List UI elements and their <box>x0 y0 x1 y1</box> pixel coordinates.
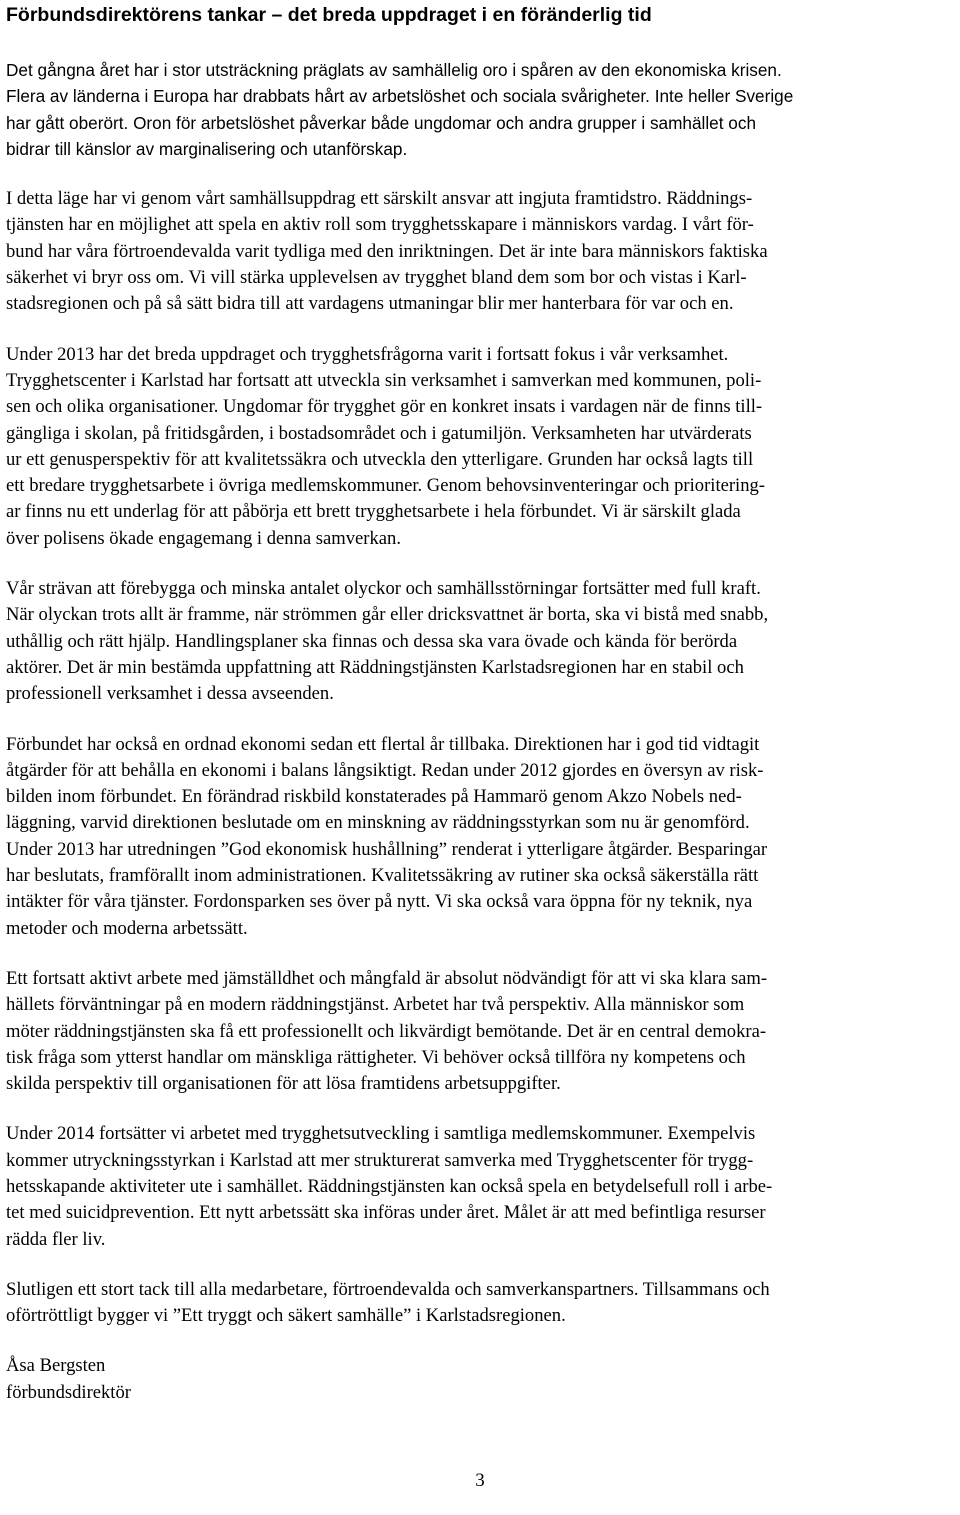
paragraph-line: Vår strävan att förebygga och minska antalet olyckor och samhällsstörningar fortsätter med full kraft. <box>6 578 761 600</box>
paragraph-line: När olyckan trots allt är framme, när strömmen går eller dricksvattnet är borta, ska vi bistå med snabb, <box>6 604 769 626</box>
page-number: 3 <box>475 1470 485 1491</box>
line-part: har gått oberört. Oron för arbetslöshet påverkar både ungdomar och andra grupper i samhället och <box>6 112 756 133</box>
paragraph-4 <box>6 576 954 707</box>
paragraph-line: Trygghetscenter i Karlstad har fortsatt att utveckla sin verksamhet i samverkan med kommunen, poli- <box>6 369 762 391</box>
paragraph-6 <box>6 966 954 1097</box>
paragraph-line: Under 2013 har det breda uppdraget och trygghetsfrågorna varit i fortsatt fokus i vår verksamhet. <box>6 343 729 365</box>
paragraph-line: läggning, varvid direktionen beslutade om en minskning av räddningsstyrkan som nu är genomförd. <box>6 812 750 834</box>
paragraph-line: I detta läge har vi genom vårt samhällsuppdrag ett särskilt ansvar att ingjuta framtidstro. Räddnings- <box>6 188 753 210</box>
paragraph-line: aktörer. Det är min bestämda uppfattning att Räddningstjänsten Karlstadsregionen har en stabil och <box>6 656 744 678</box>
paragraph-line: professionell verksamhet i dessa avseenden. <box>6 683 334 705</box>
paragraph-1 <box>6 57 954 162</box>
paragraph-line: skilda perspektiv till organisationen för att lösa framtidens arbetsuppgifter. <box>6 1073 561 1095</box>
signature <box>6 1353 954 1406</box>
paragraph-line: rädda fler liv. <box>6 1228 106 1250</box>
paragraph-line: uthållig och rätt hjälp. Handlingsplaner ska finnas och dessa ska vara övade och kända för berörda <box>6 630 738 652</box>
paragraph-line: bidrar till känslor av marginalisering och utanförskap. <box>6 138 408 159</box>
paragraph-line: ar finns nu ett underlag för att påbörja ett brett trygghetsarbete i hela förbundet. Vi är särskilt glada <box>6 501 741 523</box>
paragraph-line: metoder och moderna arbetssätt. <box>6 917 248 939</box>
paragraph-line: Under 2013 har utredningen ”God ekonomisk hushållning” renderat i ytterligare åtgärder. Besparingar <box>6 838 768 860</box>
paragraph-line: gängliga i skolan, på fritidsgården, i bostadsområdet och i gatumiljön. Verksamheten har utvärderats <box>6 422 752 444</box>
paragraph-line: bund har våra förtroendevalda varit tydliga med den inriktningen. Det är inte bara människors faktiska <box>6 240 768 262</box>
paragraph-line: Slutligen ett stort tack till alla medarbetare, förtroendevalda och samverkanspartners. Tillsammans och <box>6 1278 770 1300</box>
paragraph-line: kommer utryckningsstyrkan i Karlstad att mer strukturerat samverka med Trygghetscenter för trygg- <box>6 1149 754 1171</box>
paragraph-line: säkerhet vi bryr oss om. Vi vill stärka upplevelsen av trygghet bland dem som bor och vistas i Karl- <box>6 267 747 289</box>
paragraph-line: över polisens ökade engagemang i denna samverkan. <box>6 527 401 549</box>
paragraph-7 <box>6 1121 954 1252</box>
paragraph-2 <box>6 186 954 317</box>
paragraph-line: Ett fortsatt aktivt arbete med jämställdhet och mångfald är absolut nödvändigt för att vi ska klara sam- <box>6 967 768 989</box>
page-title: Förbundsdirektörens tankar – det breda uppdraget i en föränderlig tid <box>6 4 652 26</box>
paragraph-line: oförtröttligt bygger vi ”Ett tryggt och säkert samhälle” i Karlstadsregionen. <box>6 1305 566 1327</box>
paragraph-line: ur ett genusperspektiv för att kvalitetssäkra och utveckla den ytterligare. Grunden har också lagts till <box>6 448 754 470</box>
paragraph-line: tjänsten har en möjlighet att spela en aktiv roll som trygghetsskapare i människors vardag. I vårt för- <box>6 214 754 236</box>
paragraph-line: sen och olika organisationer. Ungdomar för trygghet gör en konkret insats i vardagen när de finns till- <box>6 396 763 418</box>
paragraph-line: stadsregionen och på så sätt bidra till att vardagens utmaningar blir mer hanterbara för var och en. <box>6 293 734 315</box>
paragraph-line: har beslutats, framförallt inom administrationen. Kvalitetssäkring av rutiner ska också säkerställa rätt <box>6 865 759 887</box>
paragraph-3 <box>6 342 954 552</box>
paragraph-line: Under 2014 fortsätter vi arbetet med trygghetsutveckling i samtliga medlemskommuner. Exempelvis <box>6 1123 756 1145</box>
paragraph-line <box>6 110 954 136</box>
paragraph-line: Flera av länderna i Europa har drabbats hårt av arbetslöshet och sociala svårigheter. Inte heller Sverige <box>6 86 794 107</box>
paragraph-line: tet med suicidprevention. Ett nytt arbetssätt ska införas under året. Målet är att med befintliga resurser <box>6 1202 766 1224</box>
paragraph-line: hetsskapande aktiviteter ute i samhället. Räddningstjänsten kan också spela en betydelsefull roll i arbe- <box>6 1175 773 1197</box>
body-text <box>6 57 954 1406</box>
paragraph-line: åtgärder för att behålla en ekonomi i balans långsiktigt. Redan under 2012 gjordes en översyn av risk- <box>6 759 764 781</box>
paragraph-line: Det gångna året har i stor utsträckning präglats av samhällelig oro i spåren av den ekonomiska krisen. <box>6 60 782 80</box>
paragraph-line: Förbundet har också en ordnad ekonomi sedan ett flertal år tillbaka. Direktionen har i god tid vidtagit <box>6 733 760 755</box>
paragraph-8 <box>6 1277 954 1330</box>
paragraph-5 <box>6 732 954 942</box>
paragraph-line: hällets förväntningar på en modern räddningstjänst. Arbetet har två perspektiv. Alla människor som <box>6 994 745 1016</box>
paragraph-line: bilden inom förbundet. En förändrad riskbild konstaterades på Hammarö genom Akzo Nobels ned- <box>6 786 742 808</box>
paragraph-line: ett bredare trygghetsarbete i övriga medlemskommuner. Genom behovsinventeringar och prioritering- <box>6 475 766 497</box>
paragraph-line: tisk fråga som ytterst handlar om mänskliga rättigheter. Vi behöver också tillföra ny kompetens och <box>6 1046 746 1068</box>
signature-name: Åsa Bergsten <box>6 1355 106 1377</box>
document-page <box>6 0 954 1430</box>
paragraph-line: intäkter för våra tjänster. Fordonsparken ses över på nytt. Vi ska också vara öppna för ny teknik, nya <box>6 891 753 913</box>
paragraph-line: möter räddningstjänsten ska få ett professionellt och likvärdigt bemötande. Det är en central demokra- <box>6 1020 767 1042</box>
signature-role: förbundsdirektör <box>6 1381 131 1403</box>
